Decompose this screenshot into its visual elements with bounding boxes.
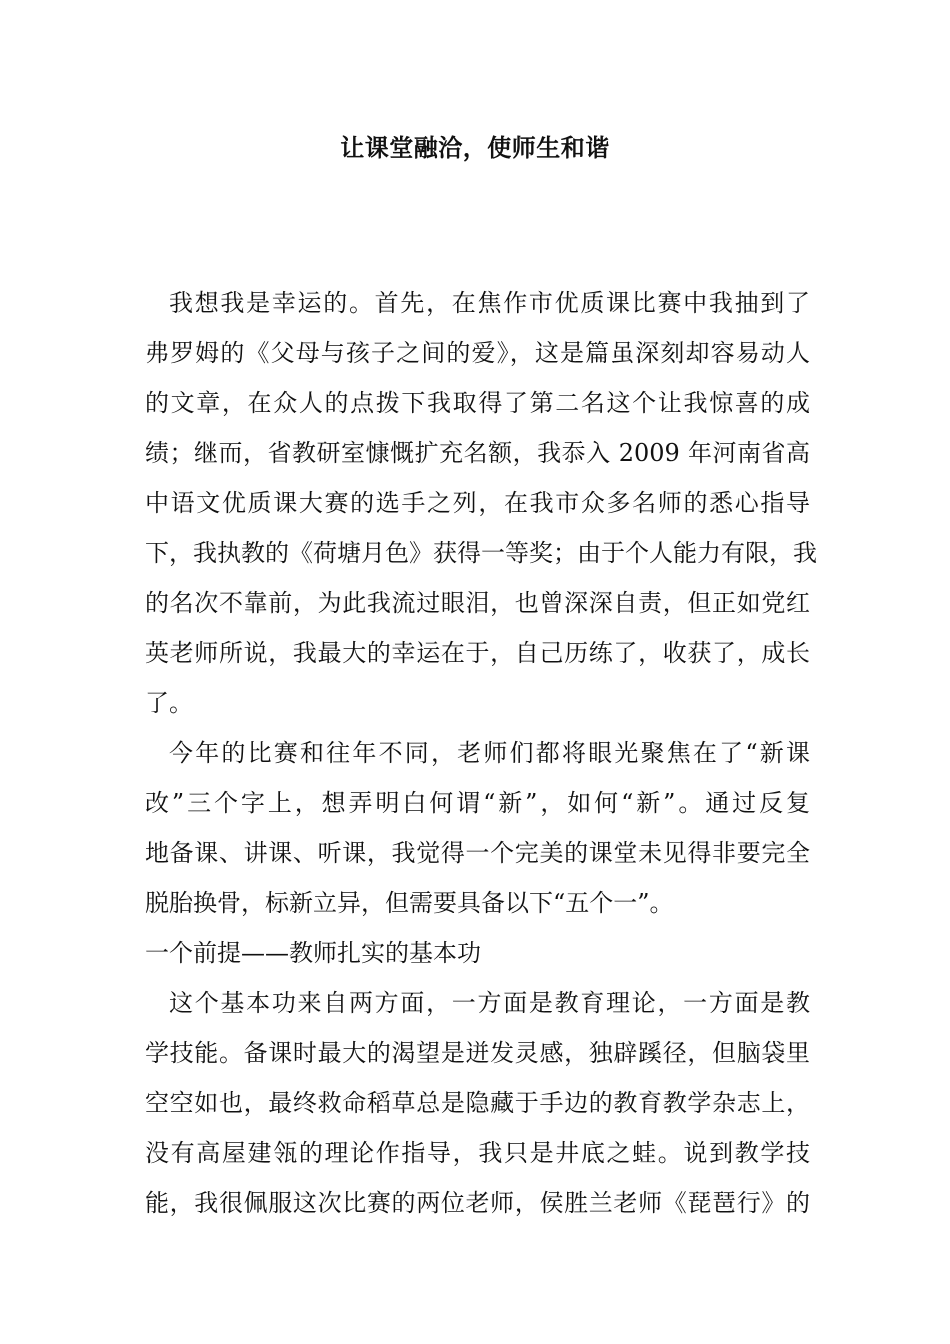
paragraph-line: 脱胎换骨，标新立异，但需要具备以下“五个一”。 (145, 889, 674, 917)
paragraph-line: 英老师所说，我最大的幸运在于，自己历练了，收获了，成长 (145, 639, 810, 667)
paragraph-line: 了。 (145, 689, 193, 717)
paragraph-line: 中语文优质课大赛的选手之列，在我市众多名师的悉心指导 (145, 489, 810, 517)
paragraph-line: 空空如也，最终救命稻草总是隐藏于手边的教育教学杂志上， (145, 1089, 810, 1117)
document-body (145, 278, 817, 1228)
paragraph-line: 没有高屋建瓴的理论作指导，我只是井底之蛙。说到教学技 (145, 1139, 810, 1167)
paragraph-line: 改”三个字上，想弄明白何谓“新”，如何“新”。通过反复 (145, 789, 810, 817)
paragraph-line: 能，我很佩服这次比赛的两位老师，侯胜兰老师《琵琶行》的 (145, 1189, 810, 1217)
paragraph-line: 这个基本功来自两方面，一方面是教育理论，一方面是教 (169, 989, 810, 1017)
paragraph-line: 绩；继而，省教研室慷慨扩充名额，我忝入 2009 年河南省高 (145, 439, 810, 467)
paragraph-line: 下，我执教的《荷塘月色》获得一等奖；由于个人能力有限，我 (145, 539, 817, 567)
document-title: 让课堂融洽，使师生和谐 (340, 133, 610, 162)
paragraph-line: 的名次不靠前，为此我流过眼泪，也曾深深自责，但正如党红 (145, 589, 810, 617)
paragraph-line: 学技能。备课时最大的渴望是迸发灵感，独辟蹊径，但脑袋里 (145, 1039, 810, 1067)
section-heading: 一个前提——教师扎实的基本功 (145, 939, 481, 967)
paragraph-line: 地备课、讲课、听课，我觉得一个完美的课堂未见得非要完全 (145, 839, 810, 867)
paragraph-line: 的文章，在众人的点拨下我取得了第二名这个让我惊喜的成 (145, 389, 810, 417)
paragraph-line: 今年的比赛和往年不同，老师们都将眼光聚焦在了“新课 (169, 739, 810, 767)
paragraph-line: 我想我是幸运的。首先，在焦作市优质课比赛中我抽到了 (169, 289, 810, 317)
paragraph-line: 弗罗姆的《父母与孩子之间的爱》，这是篇虽深刻却容易动人 (145, 339, 810, 367)
